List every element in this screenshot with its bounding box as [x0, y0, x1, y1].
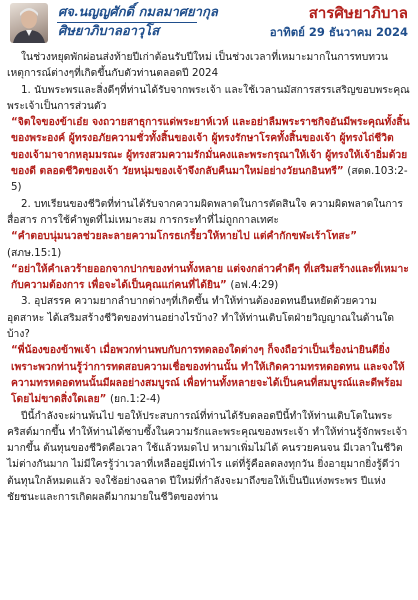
scripture-quote-3 — [7, 261, 411, 294]
author-name: ศจ.นญญศักดิ์ กมลมาศยากุล — [58, 5, 218, 20]
quote-1-reference: (สดด.103:2-5) — [11, 165, 408, 194]
issue-date: อาทิตย์ 29 ธันวาคม 2024 — [269, 25, 408, 39]
point-3: 3. อุปสรรค ความยากลำบากต่างๆที่เกิดขึ้น ทำให้ท่านต้องอดทนยืนหยัดด้วยความอุตสาหะ ได้เสริมสร้างชีวิตของท่านอย่างไรบ้าง? ทำให้ท่านเติบโตฝ่ายวิญญาณในด้านใดบ้าง? — [7, 295, 395, 341]
scripture-quote-4 — [7, 342, 411, 407]
quote-3-reference: (อฟ.4:29) — [230, 279, 279, 292]
column-title: สารศิษยาภิบาล — [308, 4, 408, 22]
author-title: ศิษยาภิบาลอาวุโส — [58, 24, 160, 39]
quote-2-reference: (สภษ.15:1) — [7, 246, 62, 259]
scripture-quote-1 — [7, 114, 411, 195]
point-1: 1. นับพระพรและสิ่งดีๆที่ท่านได้รับจากพระเจ้า และใช้เวลานมัสการสรรเสริญขอบพระคุณพระเจ้าเป็นการส่วนตัว — [7, 83, 410, 112]
article-body — [7, 49, 411, 505]
intro-paragraph: ในช่วงหยุดพักผ่อนส่งท้ายปีเก่าต้อนรับปีใหม่ เป็นช่วงเวลาที่เหมาะมากในการทบทวนเหตุการณ์ต่างๆที่เกิดขึ้นกับตัวท่านตลอดปี 2024 — [7, 51, 388, 80]
quote-2-text: “คำตอบนุ่มนวลช่วยละลายความโกรธเกรี้ยวให้หายไป แต่คำกักขฬะเร้าโทสะ” — [11, 230, 358, 243]
scripture-quote-2 — [7, 228, 411, 244]
quote-4-reference: (ยก.1:2-4) — [109, 393, 161, 406]
closing-paragraph: ปีนี้กำลังจะผ่านพ้นไป ขอให้ประสบการณ์ที่ท่านได้รับตลอดปีนี้ทำให้ท่านเติบโตในพระคริสต์มากขึ้น ทำให้ท่านได้ซาบซึ้งในความรักและพระคุณของพระเจ้า ทำให้ท่านรู้จักพระเจ้ามากขึ้น ต้นทุนของชีวิตคือเวลา ใช้แล้วหมดไป หามาเพิ่มไม่ได้ คนรวยคนจน มีเวลาในชีวิตไม่ต่างกันมาก ไม่มีใครรู้ว่าเวลาที่เหลืออยู่มีเท่าไร แต่ที่รู้คือลดลงทุกวัน ยิ่งอายุมากยิ่งรู้ดีว่าต้นทุนใกล้หมดแล้ว จงใช้อย่างฉลาด ปีใหม่ที่กำลังจะมาถึงขอให้เป็นปีแห่งพระพร ปีแห่งชัยชนะและการเกิดผลดีมากมายในชีวิตของท่าน — [7, 409, 408, 504]
author-photo — [10, 3, 48, 43]
quote-3-text: “อย่าให้คำเลวร้ายออกจากปากของท่านทั้งหลาย แต่จงกล่าวคำดีๆ ที่เสริมสร้างและที่เหมาะกับความต้องการ เพื่อจะได้เป็นคุณแก่คนที่ได้ยิน” — [11, 262, 409, 292]
quote-1-text: “จิตใจของข้าเอ๋ย จงถวายสาธุการแด่พระยาห์เวห์ และอย่าลืมพระราชกิจอันมีพระคุณทั้งสิ้นของพระองค์ ผู้ทรงอภัยความชั่วทั้งสิ้นของเจ้า ผู้ทรงรักษาโรคทั้งสิ้นของเจ้า ผู้ทรงไถ่ชีวิตของเจ้ามาจากหลุมมรณะ ผู้ทรงสวมความรักมั่นคงและพระกรุณาให้เจ้า ผู้ทรงให้เจ้าอิ่มด้วยของดี ตลอดชีวิตของเจ้า วัยหนุ่มของเจ้าจึงกลับคืนมาใหม่อย่างวัยนกอินทรี” — [11, 116, 410, 178]
person-icon — [10, 3, 48, 43]
quote-4-text: “พี่น้องของข้าพเจ้า เมื่อพวกท่านพบกับการทดลองใดต่างๆ ก็จงถือว่าเป็นเรื่องน่ายินดียิ่ง เพราะพวกท่านรู้ว่าการทดสอบความเชื่อของท่านนั้น ทำให้เกิดความทรหดอดทน และจงให้ความทรหดอดทนนั้นมีผลอย่างสมบูรณ์ เพื่อท่านทั้งหลายจะได้เป็นคนที่สมบูรณ์และดีพร้อม โดยไม่ขาดสิ่งใดเลย” — [11, 344, 405, 406]
header — [0, 0, 418, 47]
point-2: 2. บทเรียนของชีวิตที่ท่านได้รับจากความผิดพลาดในการตัดสินใจ ความผิดพลาดในการสื่อสาร การใช้คำพูดที่ไม่เหมาะสม การกระทำที่ไม่ถูกกาลเทศะ — [7, 197, 403, 226]
header-divider — [57, 22, 197, 23]
